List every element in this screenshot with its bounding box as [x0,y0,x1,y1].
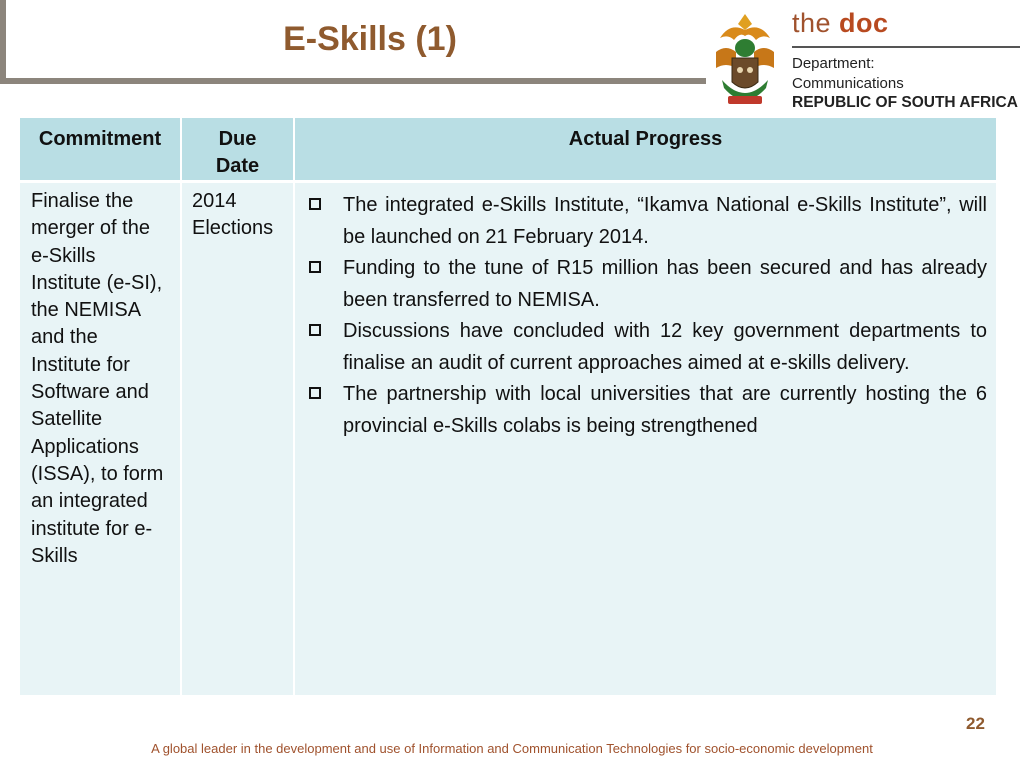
brand-name: the doc [792,8,889,38]
brand-rule [792,46,1020,48]
progress-item: Funding to the tune of R15 million has been secured and has already been transferred to NEMISA. [303,253,987,316]
checkbox-bullet-icon [309,198,321,210]
progress-table [20,118,996,695]
header-actual-progress: Actual Progress [295,118,996,180]
progress-list [303,190,987,442]
dept-line-department: Department: [792,55,875,72]
checkbox-bullet-icon [309,324,321,336]
dept-line-republic: REPUBLIC OF SOUTH AFRICA [792,94,1018,111]
header-due-date: Due Date [182,118,293,180]
column-divider [293,118,295,695]
slide-title: E-Skills (1) [283,20,457,58]
commitment-cell: Finalise the merger of the e-Skills Institute (e-SI), the NEMISA and the Institute for Software and Satellite Applications (ISSA), to form an integrated institute for e-Skills [31,190,164,567]
progress-item: The partnership with local universities that are currently hosting the 6 provincial e-Skills colabs is being strengthened [303,379,987,442]
progress-item: The integrated e-Skills Institute, “Ikamva National e-Skills Institute”, will be launched on 21 February 2014. [303,190,987,253]
dept-line-communications: Communications [792,75,904,92]
checkbox-bullet-icon [309,261,321,273]
header-divider [20,180,996,183]
doc-logo [708,6,1024,114]
page-number: 22 [966,714,985,733]
checkbox-bullet-icon [309,387,321,399]
progress-item: Discussions have concluded with 12 key government departments to finalise an audit of current approaches aimed at e-skills delivery. [303,316,987,379]
coat-of-arms-icon [712,8,778,114]
footer-tagline: A global leader in the development and use of Information and Communication Technologies for socio-economic development [151,741,873,756]
column-divider [180,118,182,695]
header-commitment: Commitment [20,118,180,180]
due-date-cell: 2014 Elections [192,190,274,240]
